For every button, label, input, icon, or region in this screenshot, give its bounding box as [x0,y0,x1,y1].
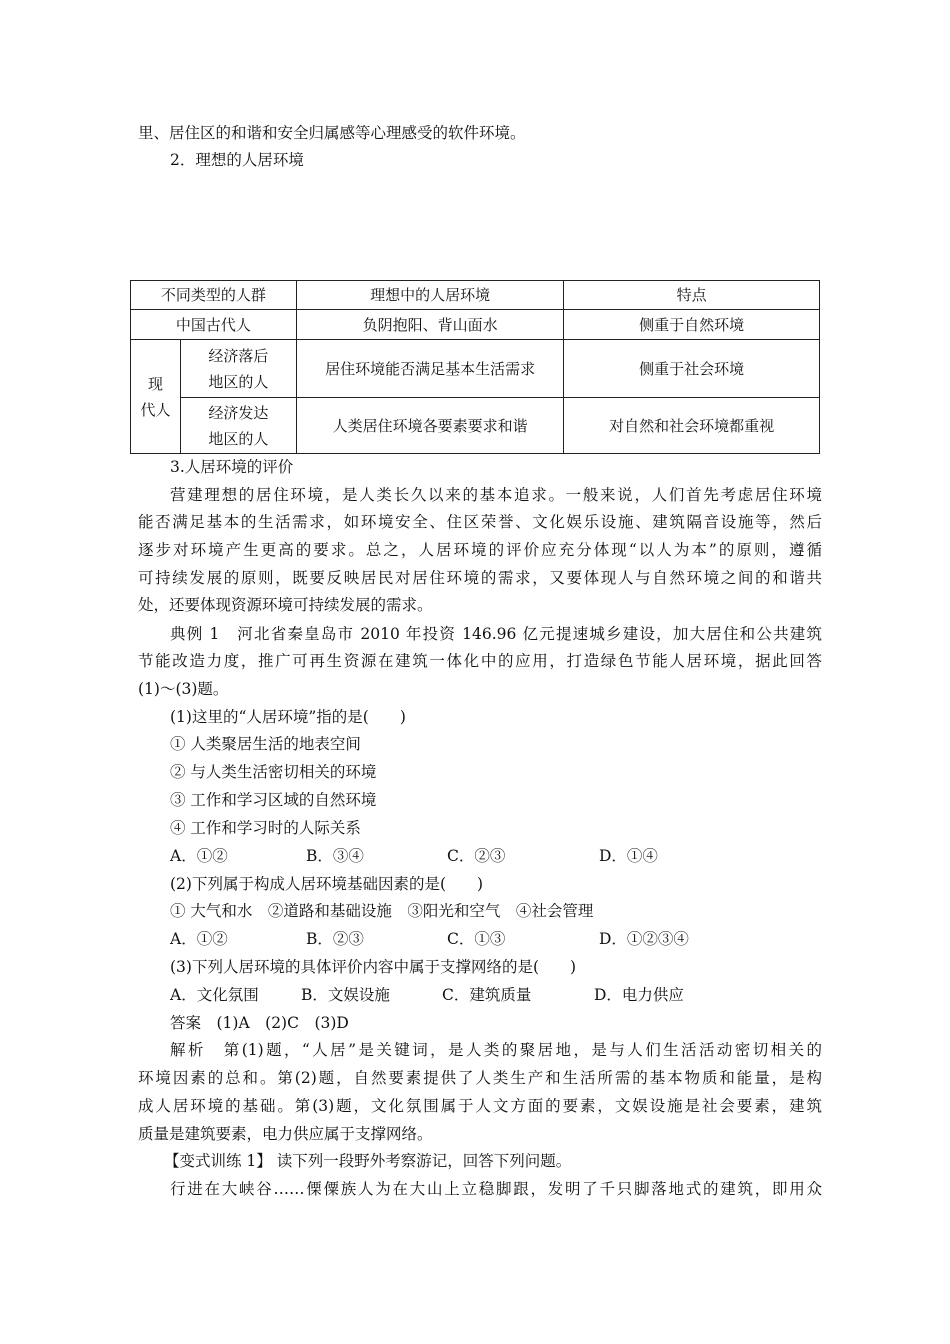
question-1: (1)这里的“人居环境”指的是( ) [170,708,406,726]
question-item: ① 大气和水 ②道路和基础设施 ③阳光和空气 ④社会管理 [170,902,594,920]
option-a: A．文化氛围 [170,986,259,1004]
analysis-line: 成人居环境的基础。第(3)题，文化氛围属于人文方面的要素，文娱设施是社会要素，建筑 [138,1097,822,1115]
option-c: C．②③ [447,847,506,865]
table-cell: 中国古代人 [131,310,297,340]
option-b: B．③④ [306,847,364,865]
example-line: 典例 1 河北省秦皇岛市 2010 年投资 146.96 亿元提速城乡建设，加大居住和公共建筑 [170,625,822,643]
question-3: (3)下列人居环境的具体评价内容中属于支撑网络的是( ) [170,958,577,976]
table-cell: 居住环境能否满足基本生活需求 [296,340,564,398]
cell-text: 地区的人 [208,372,269,391]
option-b: B．文娱设施 [301,986,390,1004]
cell-text: 代人 [140,400,171,419]
analysis-line: 质量是建筑要素，电力供应属于支撑网络。 [138,1125,433,1143]
table-header: 理想中的人居环境 [296,281,564,310]
section-heading: 3.人居环境的评价 [170,458,294,476]
question-item: ① 人类聚居生活的地表空间 [170,735,361,753]
table-cell: 侧重于自然环境 [564,310,820,340]
paragraph-line: 逐步对环境产生更高的要求。总之，人居环境的评价应充分体现“以人为本”的原则，遵循 [138,541,822,559]
example-line: 节能改造力度，推广可再生资源在建筑一体化中的应用，打造绿色节能人居环境，据此回答 [138,652,822,670]
table-cell-modern [131,340,181,454]
variant-title: 【变式训练 1】 读下列一段野外考察游记，回答下列问题。 [164,1152,572,1170]
variant-line: 行进在大峡谷……傈僳族人为在大山上立稳脚跟，发明了千只脚落地式的建筑，即用众 [170,1180,822,1198]
cell-text: 地区的人 [208,429,269,448]
question-2: (2)下列属于构成人居环境基础因素的是( ) [170,875,484,893]
answer-options [170,929,822,949]
table-cell: 对自然和社会环境都重视 [564,398,820,454]
cell-text: 现 [147,374,163,393]
answer-options [170,985,822,1005]
option-a: A．①② [170,930,228,948]
option-c: C．建筑质量 [442,986,532,1004]
table-cell: 侧重于社会环境 [564,340,820,398]
section-heading: 2．理想的人居环境 [170,151,304,169]
table-header: 特点 [564,281,820,310]
table-cell: 人类居住环境各要素要求和谐 [296,398,564,454]
paragraph-line: 能否满足基本的生活需求，如环境安全、住区荣誉、文化娱乐设施、建筑隔音设施等，然后 [138,513,822,531]
answer-line: 答案 (1)A (2)C (3)D [170,1014,349,1032]
question-item: ④ 工作和学习时的人际关系 [170,819,361,837]
option-b: B．②③ [306,930,364,948]
paragraph-line: 可持续发展的原则，既要反映居民对居住环境的需求，又要体现人与自然环境之间的和谐共 [138,569,822,587]
option-d: D．电力供应 [594,986,684,1004]
paragraph-line: 处，还要体现资源环境可持续发展的需求。 [138,596,433,614]
cell-text: 经济落后 [208,346,269,365]
analysis-line: 环境因素的总和。第(2)题，自然要素提供了人类生产和生活所需的基本物质和能量，是构 [138,1069,822,1087]
example-line: (1)～(3)题。 [138,680,229,698]
answer-options [170,846,822,866]
table-cell [180,398,296,454]
table-cell: 负阴抱阳、背山面水 [296,310,564,340]
question-item: ③ 工作和学习区域的自然环境 [170,791,377,809]
ideal-environment-table [130,280,820,454]
text-line: 里、居住区的和谐和安全归属感等心理感受的软件环境。 [138,124,526,142]
cell-text: 经济发达 [208,403,269,422]
analysis-line: 解析 第(1)题，“人居”是关键词，是人类的聚居地，是与人们生活活动密切相关的 [170,1041,822,1059]
option-a: A．①② [170,847,228,865]
option-d: D．①④ [599,847,658,865]
question-item: ② 与人类生活密切相关的环境 [170,763,377,781]
option-c: C．①③ [447,930,506,948]
table-cell [180,340,296,398]
paragraph-line: 营建理想的居住环境，是人类长久以来的基本追求。一般来说，人们首先考虑居住环境 [170,486,822,504]
table-header: 不同类型的人群 [131,281,297,310]
option-d: D．①②③④ [599,930,689,948]
